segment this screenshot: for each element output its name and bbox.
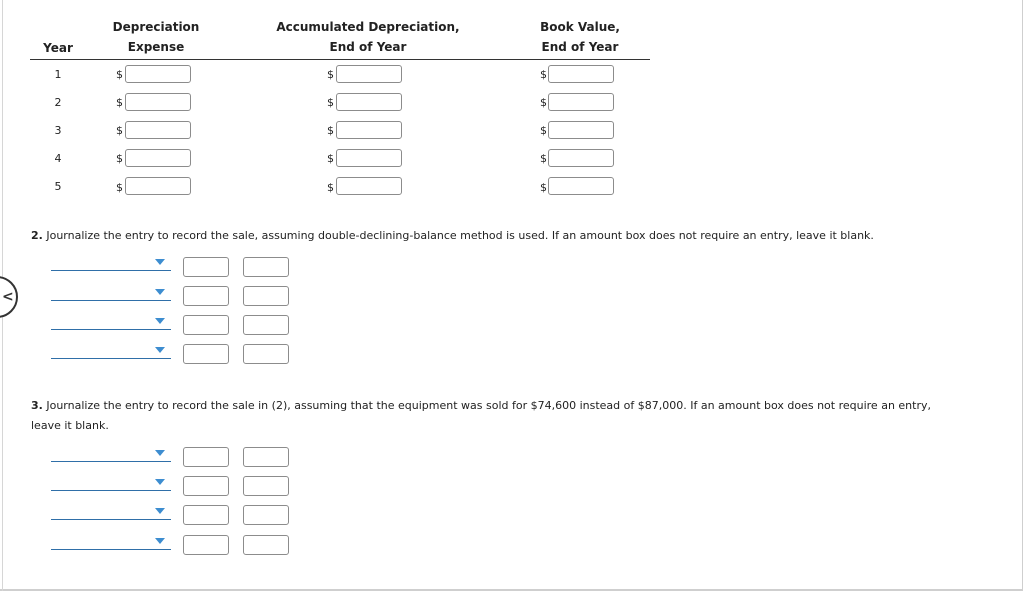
- currency-symbol: $: [327, 181, 334, 194]
- depreciation-expense-input[interactable]: [125, 65, 191, 83]
- table-header-divider: [30, 59, 650, 60]
- debit-input[interactable]: [183, 476, 229, 496]
- debit-input[interactable]: [183, 447, 229, 467]
- accumulated-depreciation-input[interactable]: [336, 121, 402, 139]
- book-value-input[interactable]: [548, 177, 614, 195]
- year-label: 1: [54, 68, 62, 81]
- question-3-prompt-line2: leave it blank.: [31, 419, 109, 432]
- chevron-left-icon: <: [2, 289, 14, 305]
- header-book-value-line1: Book Value,: [540, 20, 620, 34]
- debit-input[interactable]: [183, 535, 229, 555]
- header-book-value-line2: End of Year: [541, 40, 619, 54]
- currency-symbol: $: [327, 152, 334, 165]
- dropdown-arrow-icon: [155, 289, 165, 295]
- year-label: 2: [54, 96, 62, 109]
- depreciation-expense-input[interactable]: [125, 149, 191, 167]
- credit-input[interactable]: [243, 535, 289, 555]
- currency-symbol: $: [116, 68, 123, 81]
- dropdown-arrow-icon: [155, 450, 165, 456]
- debit-input[interactable]: [183, 257, 229, 277]
- depreciation-expense-input[interactable]: [125, 93, 191, 111]
- debit-input[interactable]: [183, 286, 229, 306]
- dropdown-arrow-icon: [155, 347, 165, 353]
- credit-input[interactable]: [243, 257, 289, 277]
- question-3-text: [31, 396, 1016, 416]
- debit-input[interactable]: [183, 315, 229, 335]
- dropdown-arrow-icon: [155, 259, 165, 265]
- question-2-text: [31, 226, 1011, 246]
- debit-input[interactable]: [183, 505, 229, 525]
- account-select[interactable]: [51, 253, 171, 271]
- header-year: Year: [43, 41, 73, 55]
- account-select[interactable]: [51, 341, 171, 359]
- credit-input[interactable]: [243, 476, 289, 496]
- account-select[interactable]: [51, 444, 171, 462]
- currency-symbol: $: [327, 68, 334, 81]
- question-3-prompt-line1: Journalize the entry to record the sale in (2), assuming that the equipment was sold for $74,600 instead of $87,000. If an amount box does not require an entry,: [46, 399, 931, 412]
- account-select[interactable]: [51, 283, 171, 301]
- accumulated-depreciation-input[interactable]: [336, 93, 402, 111]
- credit-input[interactable]: [243, 286, 289, 306]
- book-value-input[interactable]: [548, 93, 614, 111]
- currency-symbol: $: [116, 181, 123, 194]
- depreciation-expense-input[interactable]: [125, 121, 191, 139]
- currency-symbol: $: [327, 96, 334, 109]
- question-2-prompt: Journalize the entry to record the sale, assuming double-declining-balance method is used. If an amount box does not require an entry, leave it blank.: [46, 229, 874, 242]
- accumulated-depreciation-input[interactable]: [336, 65, 402, 83]
- header-accumulated-line1: Accumulated Depreciation,: [276, 20, 460, 34]
- book-value-input[interactable]: [548, 121, 614, 139]
- currency-symbol: $: [327, 124, 334, 137]
- book-value-input[interactable]: [548, 149, 614, 167]
- credit-input[interactable]: [243, 505, 289, 525]
- year-label: 5: [54, 180, 62, 193]
- header-depreciation-line1: Depreciation: [112, 20, 200, 34]
- currency-symbol: $: [116, 124, 123, 137]
- currency-symbol: $: [116, 96, 123, 109]
- header-depreciation-line2: Expense: [127, 40, 185, 54]
- credit-input[interactable]: [243, 447, 289, 467]
- currency-symbol: $: [116, 152, 123, 165]
- currency-symbol: $: [540, 152, 547, 165]
- currency-symbol: $: [540, 181, 547, 194]
- account-select[interactable]: [51, 502, 171, 520]
- credit-input[interactable]: [243, 344, 289, 364]
- accumulated-depreciation-input[interactable]: [336, 177, 402, 195]
- year-label: 3: [54, 124, 62, 137]
- header-accumulated-line2: End of Year: [329, 40, 407, 54]
- dropdown-arrow-icon: [155, 318, 165, 324]
- account-select[interactable]: [51, 312, 171, 330]
- currency-symbol: $: [540, 96, 547, 109]
- currency-symbol: $: [540, 124, 547, 137]
- question-3-number: 3.: [31, 399, 43, 412]
- dropdown-arrow-icon: [155, 479, 165, 485]
- dropdown-arrow-icon: [155, 508, 165, 514]
- account-select[interactable]: [51, 532, 171, 550]
- accumulated-depreciation-input[interactable]: [336, 149, 402, 167]
- dropdown-arrow-icon: [155, 538, 165, 544]
- year-label: 4: [54, 152, 62, 165]
- question-2-number: 2.: [31, 229, 43, 242]
- currency-symbol: $: [540, 68, 547, 81]
- depreciation-expense-input[interactable]: [125, 177, 191, 195]
- account-select[interactable]: [51, 473, 171, 491]
- book-value-input[interactable]: [548, 65, 614, 83]
- debit-input[interactable]: [183, 344, 229, 364]
- credit-input[interactable]: [243, 315, 289, 335]
